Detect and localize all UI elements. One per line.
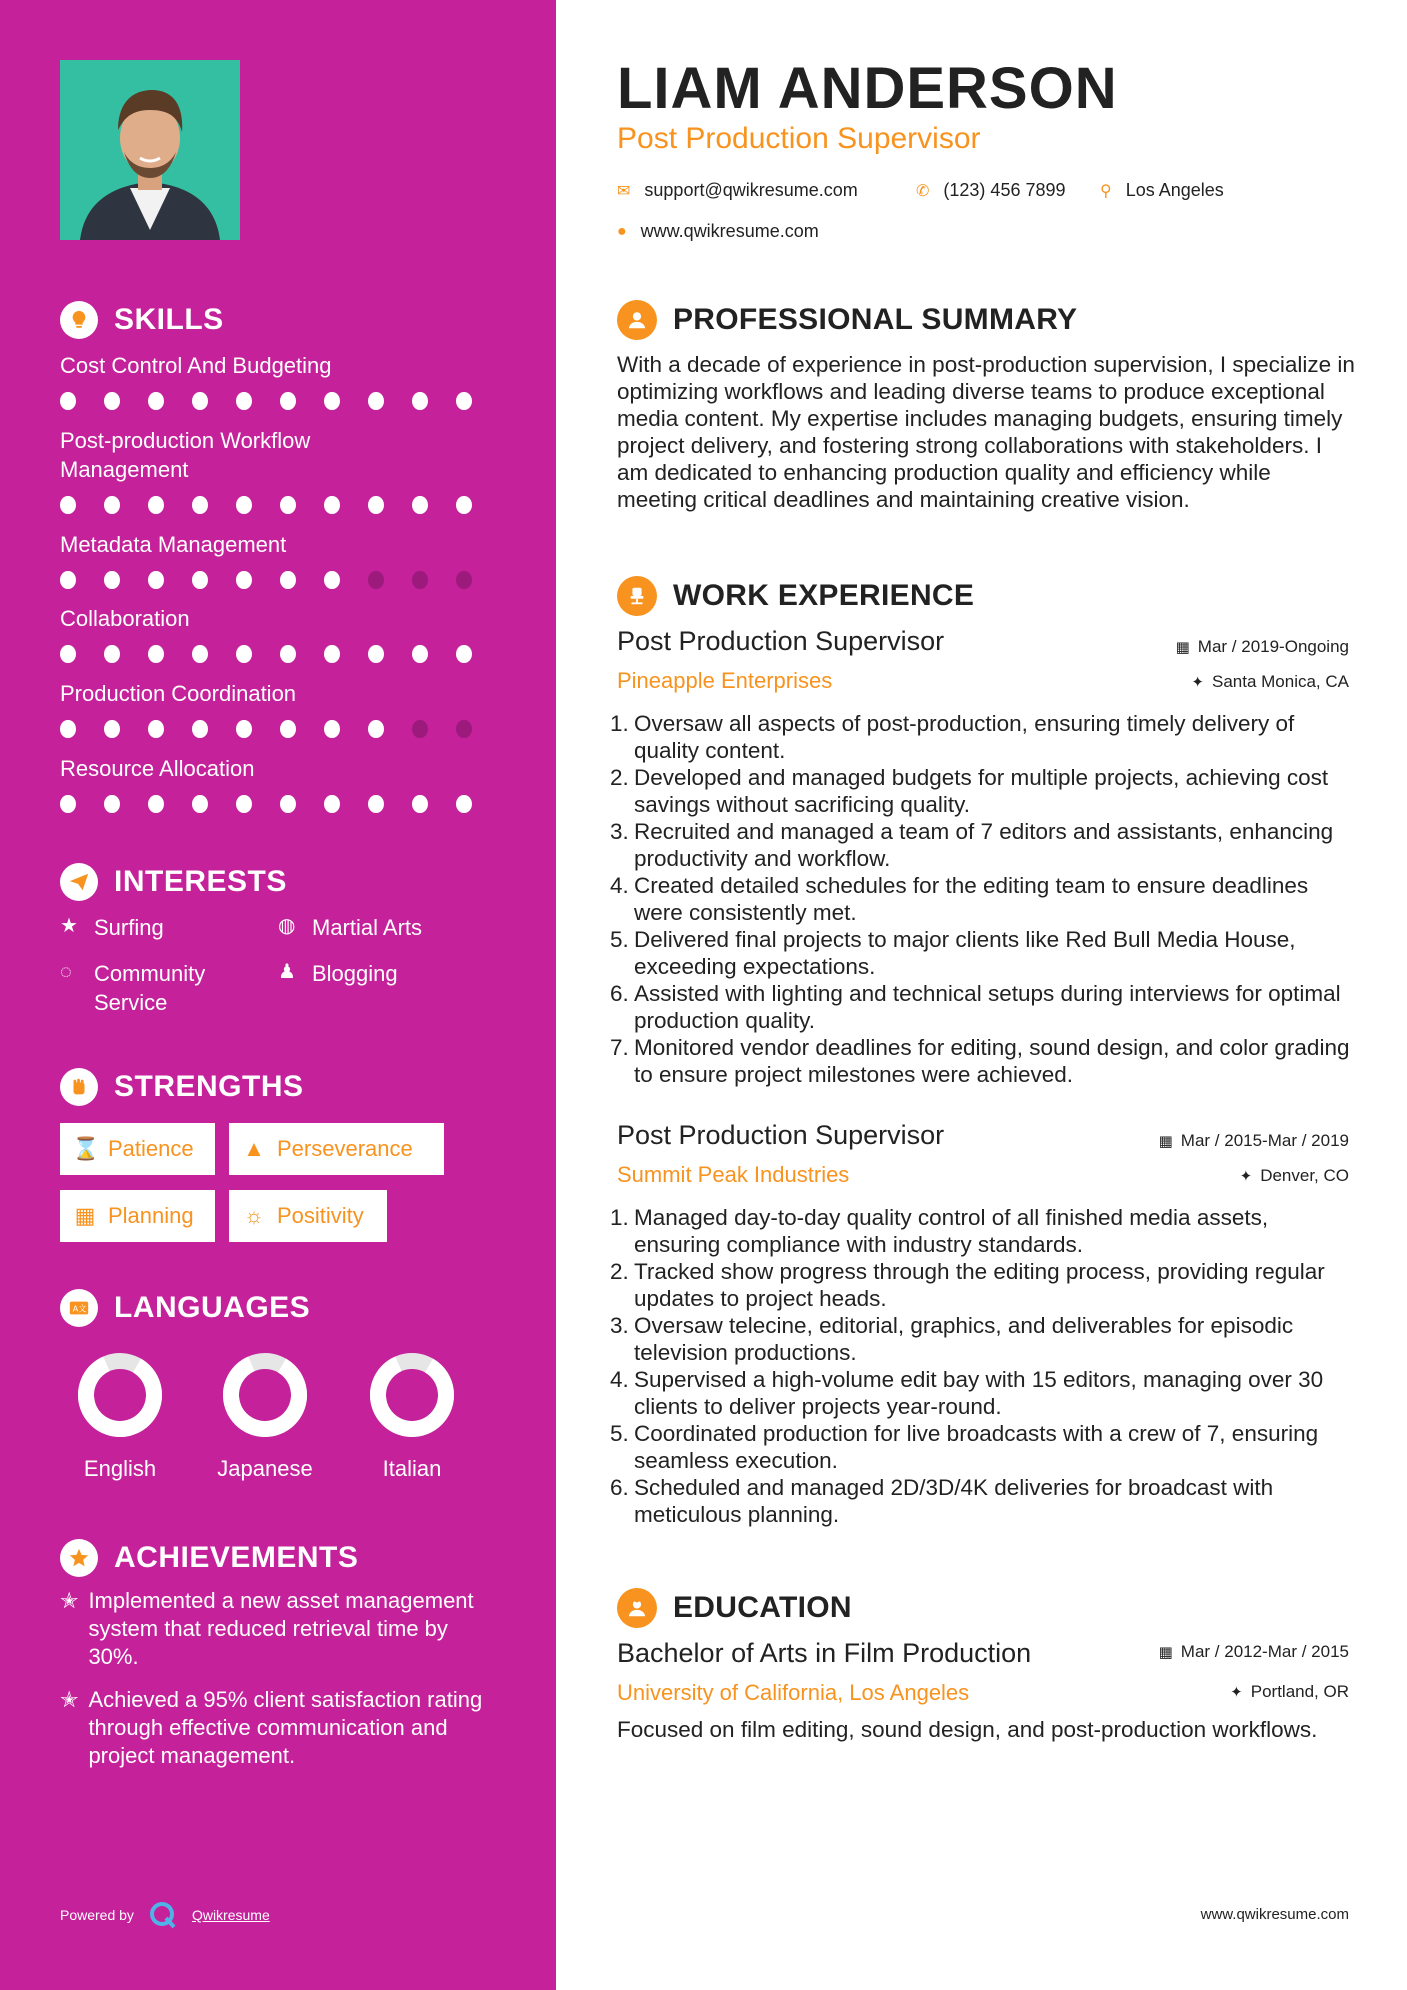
job-dates: ▦ Mar / 2019-Ongoing (1175, 637, 1349, 656)
rating-dot (60, 645, 76, 663)
rating-dot (192, 571, 208, 589)
skill-name: Resource Allocation (60, 756, 255, 781)
users-icon: ♟ (278, 961, 296, 983)
achievement-item: ✭ Implemented a new asset management system that reduced retrieval time by 30%. (60, 1588, 474, 1669)
paper-plane-icon (60, 863, 98, 901)
rating-dot (104, 571, 120, 589)
hourglass-icon: ⌛ (72, 1136, 100, 1161)
skill-name: Post-production Workflow Management (60, 428, 311, 482)
job-bullet: 3. Recruited and managed a team of 7 editors and assistants, enhancing productivity and workflow. (610, 819, 1334, 871)
calendar-icon: ▦ (1158, 1644, 1173, 1661)
rating-dot (456, 571, 472, 589)
website-contact[interactable]: ● www.qwikresume.com (617, 221, 819, 241)
rating-dot (192, 645, 208, 663)
rating-dot (368, 645, 384, 663)
interest-item: ♟ Blogging (278, 961, 398, 986)
envelope-icon: ✉ (617, 182, 631, 200)
education-location: ✦ Portland, OR (1230, 1682, 1349, 1701)
qwikresume-link[interactable]: Qwikresume (191, 1907, 270, 1923)
job-bullets (610, 1204, 1360, 1528)
graduate-icon (617, 1588, 657, 1628)
language-item (195, 1352, 335, 1482)
summary-text: With a decade of experience in post-production supervision, I specialize in optimizing workflows and leading diverse teams to produce exceptional media content. My expertise includes managing budgets, ensuring timely project delivery, and fostering strong collaborations with stakeholders. I am dedicated to enhancing production quality and efficiency while meeting critical deadlines and maintaining creative vision. (617, 352, 1355, 512)
job-bullet: 4. Created detailed schedules for the editing team to ensure deadlines were consistently met. (610, 873, 1309, 925)
skill-item (60, 530, 500, 589)
rating-dot (412, 795, 428, 813)
education-dates: ▦ Mar / 2012-Mar / 2015 (1158, 1642, 1349, 1661)
education-degree: Bachelor of Arts in Film Production (617, 1638, 1032, 1668)
globe-icon: ◍ (278, 915, 296, 937)
rating-dot (104, 645, 120, 663)
candidate-role: Post Production Supervisor (617, 122, 981, 155)
rating-dot (280, 795, 296, 813)
skill-item (60, 679, 500, 738)
powered-by: Powered by Qwikresume (60, 1900, 270, 1930)
interests-heading: INTERESTS (60, 862, 287, 902)
sidebar (0, 0, 556, 1990)
education-school: University of California, Los Angeles (617, 1680, 970, 1705)
rating-dot (104, 795, 120, 813)
rating-dot (456, 496, 472, 514)
rating-dot (236, 392, 252, 410)
trophy-star-icon (60, 1539, 98, 1577)
rating-dot (104, 496, 120, 514)
job-bullet: 1. Oversaw all aspects of post-production, ensuring timely delivery of quality content. (610, 711, 1295, 763)
job-dates: ▦ Mar / 2015-Mar / 2019 (1158, 1131, 1349, 1150)
road-icon: ▲ (243, 1136, 265, 1161)
pushpin-icon: ✦ (1239, 1168, 1253, 1185)
rating-dot (104, 392, 120, 410)
rating-dot (236, 720, 252, 738)
skill-rating (60, 571, 500, 589)
language-level-ring (77, 1352, 163, 1438)
achievement-item: ✭ Achieved a 95% client satisfaction rating through effective communication and project management. (60, 1687, 483, 1768)
rating-dot (192, 720, 208, 738)
rating-dot (368, 571, 384, 589)
rating-dot (236, 795, 252, 813)
language-name: English (83, 1456, 157, 1481)
rating-dot (324, 496, 340, 514)
rating-dot (412, 720, 428, 738)
rating-dot (148, 795, 164, 813)
rating-dot (192, 795, 208, 813)
summary-heading: PROFESSIONAL SUMMARY (617, 300, 1077, 340)
pushpin-icon: ✦ (1230, 1684, 1243, 1701)
phone-icon: ✆ (916, 182, 930, 200)
strength-badge: ▲ Perseverance (229, 1123, 444, 1175)
skills-heading: SKILLS (60, 300, 224, 340)
phone-contact[interactable]: ✆ (123) 456 7899 (916, 180, 1066, 200)
job-bullet: 6. Assisted with lighting and technical setups during interviews for optimal production quality. (610, 981, 1341, 1033)
rating-dot (148, 496, 164, 514)
profile-photo (60, 60, 240, 240)
calendar-icon: ▦ (74, 1203, 96, 1228)
skill-item (60, 426, 500, 514)
rating-dot (60, 795, 76, 813)
globe-icon: ● (617, 222, 627, 240)
interest-item: ◍ Martial Arts (278, 915, 423, 940)
language-item (50, 1352, 190, 1482)
pushpin-icon: ✦ (1191, 674, 1204, 691)
rating-dot (192, 392, 208, 410)
rating-dot (324, 645, 340, 663)
language-name: Italian (382, 1456, 442, 1481)
star-icon: ★ (60, 915, 78, 937)
rating-dot (412, 645, 428, 663)
email-contact[interactable]: ✉ support@qwikresume.com (617, 180, 858, 200)
rating-dot (324, 392, 340, 410)
skill-name: Cost Control And Budgeting (60, 353, 332, 378)
user-icon (617, 300, 657, 340)
rating-dot (280, 496, 296, 514)
job-location: ✦ Santa Monica, CA (1191, 672, 1349, 691)
language-item (342, 1352, 482, 1482)
rating-dot (60, 392, 76, 410)
skill-rating (60, 720, 500, 738)
qwikresume-logo-icon (148, 1900, 178, 1930)
experience-heading: WORK EXPERIENCE (617, 576, 974, 616)
job-bullet: 6. Scheduled and managed 2D/3D/4K deliveries for broadcast with meticulous planning. (610, 1475, 1274, 1527)
language-name: Japanese (217, 1456, 313, 1481)
lightbulb-icon (60, 301, 98, 339)
rating-dot (368, 496, 384, 514)
education-description: Focused on film editing, sound design, and post-production workflows. (617, 1717, 1318, 1742)
translate-icon (60, 1289, 98, 1327)
rating-dot (60, 571, 76, 589)
language-level-ring (222, 1352, 308, 1438)
interest-item: ★ Surfing (60, 915, 164, 940)
strength-badge: ⌛ Patience (60, 1123, 215, 1175)
strengths-heading: STRENGTHS (60, 1067, 304, 1107)
rating-dot (236, 571, 252, 589)
star-burst-icon: ✭ (60, 1687, 79, 1712)
rating-dot (236, 496, 252, 514)
strength-badge: ☼ Positivity (229, 1190, 387, 1242)
skill-rating (60, 645, 500, 663)
rating-dot (324, 795, 340, 813)
job-bullet: 2. Tracked show progress through the editing process, providing regular updates to project heads. (610, 1259, 1325, 1311)
rating-dot (60, 496, 76, 514)
calendar-icon: ▦ (1175, 639, 1190, 656)
rating-dot (148, 645, 164, 663)
skill-item (60, 604, 500, 663)
skill-rating (60, 392, 500, 410)
languages-heading: A文 LANGUAGES (60, 1288, 310, 1328)
footer-url[interactable]: www.qwikresume.com (1200, 1906, 1349, 1923)
candidate-name: LIAM ANDERSON (617, 56, 1118, 121)
job-title: Post Production Supervisor (617, 1120, 945, 1150)
job-company: Summit Peak Industries (617, 1162, 850, 1187)
rating-dot (456, 720, 472, 738)
rating-dot (412, 496, 428, 514)
map-pin-icon: ⚲ (1100, 182, 1112, 200)
job-bullets (610, 710, 1360, 1088)
job-bullet: 2. Developed and managed budgets for multiple projects, achieving cost savings without sacrificing quality. (610, 765, 1329, 817)
skill-item (60, 351, 500, 410)
svg-text:A文: A文 (72, 1303, 87, 1314)
rating-dot (192, 496, 208, 514)
achievements-heading: ACHIEVEMENTS (60, 1538, 358, 1578)
rating-dot (456, 392, 472, 410)
interest-item: ◌ Community Service (60, 961, 206, 1015)
job-bullet: 1. Managed day-to-day quality control of all finished media assets, ensuring compliance with industry standards. (610, 1205, 1269, 1257)
job-bullet: 7. Monitored vendor deadlines for editing, sound design, and color grading to ensure project milestones were achieved. (610, 1035, 1350, 1087)
education-heading: EDUCATION (617, 1588, 852, 1628)
rating-dot (236, 645, 252, 663)
sun-icon: ☼ (243, 1203, 265, 1228)
job-location: ✦ Denver, CO (1239, 1166, 1349, 1185)
job-bullet: 5. Delivered final projects to major clients like Red Bull Media House, exceeding expectations. (610, 927, 1296, 979)
rating-dot (368, 720, 384, 738)
rating-dot (148, 392, 164, 410)
skill-rating (60, 496, 500, 514)
rating-dot (456, 645, 472, 663)
rating-dot (148, 571, 164, 589)
hand-icon: ◌ (60, 961, 72, 983)
rating-dot (280, 720, 296, 738)
fist-icon (60, 1068, 98, 1106)
rating-dot (324, 720, 340, 738)
strength-badge: ▦ Planning (60, 1190, 215, 1242)
office-chair-icon (617, 576, 657, 616)
skill-name: Production Coordination (60, 681, 297, 706)
star-burst-icon: ✭ (60, 1588, 79, 1613)
language-level-ring (369, 1352, 455, 1438)
skill-item (60, 754, 500, 813)
rating-dot (104, 720, 120, 738)
job-bullet: 3. Oversaw telecine, editorial, graphics, and deliverables for episodic television productions. (610, 1313, 1294, 1365)
job-bullet: 5. Coordinated production for live broadcasts with a crew of 7, ensuring seamless execution. (610, 1421, 1319, 1473)
skill-name: Collaboration (60, 606, 190, 631)
skill-name: Metadata Management (60, 532, 287, 557)
rating-dot (60, 720, 76, 738)
rating-dot (280, 571, 296, 589)
rating-dot (456, 795, 472, 813)
job-company: Pineapple Enterprises (617, 668, 833, 693)
job-bullet: 4. Supervised a high-volume edit bay with 15 editors, managing over 30 clients to deliver projects year-round. (610, 1367, 1324, 1419)
rating-dot (148, 720, 164, 738)
rating-dot (324, 571, 340, 589)
rating-dot (368, 392, 384, 410)
calendar-icon: ▦ (1158, 1133, 1173, 1150)
rating-dot (368, 795, 384, 813)
skill-rating (60, 795, 500, 813)
rating-dot (280, 392, 296, 410)
job-title: Post Production Supervisor (617, 626, 945, 656)
rating-dot (412, 571, 428, 589)
location-contact: ⚲ Los Angeles (1100, 180, 1224, 200)
rating-dot (412, 392, 428, 410)
rating-dot (280, 645, 296, 663)
